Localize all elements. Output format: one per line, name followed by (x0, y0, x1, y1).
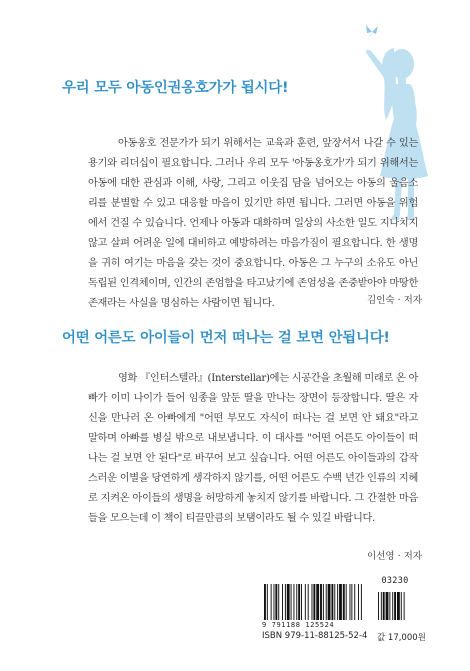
section-heading-2: 어떤 어른도 아이들이 먼저 떠나는 걸 보면 안됩니다! (62, 330, 390, 346)
author-credit-2: 이선영 · 저자 (367, 551, 422, 562)
barcode-block (262, 576, 426, 644)
barcode-digits: 9 791188 125524 (262, 621, 335, 629)
barcode-icon (262, 584, 416, 622)
author-credit-1: 김인숙 · 저자 (367, 295, 422, 306)
section-body-2: 영화 『인터스텔라』(Interstellar)에는 시공간을 초월해 미래로 온 아빠가 이미 나이가 들어 임종을 앞둔 딸을 만나는 장면이 등장합니다. 딸은 자신을 만나러 온 아빠에게 "어떤 부모도 자식이 떠나는 걸 보면 안 돼요"라고 말하며 아빠를 병실 밖으로 내보냅니다. 이 대사를 "어떤 어른도 아이들이 떠나는 걸 보면 안 된다"로 바꾸어 보고 싶습니다. 어떤 어른도 아이들과의 갑작스러운 이별을 당연하게 생각하지 않기를, 어떤 어른도 수백 년간 인류의 지혜로 지켜온 아이들의 생명을 허망하게 놓치지 않기를 바랍니다. 그 간절한 마음들을 모으는데 이 책이 티끌만큼의 보탬이라도 될 수 있길 바랍니다. (88, 373, 418, 524)
butterfly-icon (366, 25, 378, 38)
section-heading-1: 우리 모두 아동인권옹호가가 됩시다! (62, 80, 289, 96)
isbn-number: ISBN 979-11-88125-52-4 (262, 631, 368, 641)
section-body-1: 아동옹호 전문가가 되기 위해서는 교육과 훈련, 앞장서서 나갈 수 있는 용기와 리더십이 필요합니다. 그러나 우리 모두 '아동옹호가'가 되기 위해서는 아동에 대한 관심과 이해, 사랑, 그리고 이웃집 담을 넘어오는 아동의 울음소리를 분별할 수 있고 대응할 마음이 있기만 하면 됩니다. 그러면 아동을 위험에서 건질 수 있습니다. 언제나 아동과 대화하며 일상의 사소한 일도 지나치지 않고 살펴 어려운 일에 대비하고 예방하려는 마음가짐이 필요합니다. 한 생명을 귀히 여기는 마음을 갖는 것이 중요합니다. 아동은 그 누구의 소유도 아닌 독립된 인격체이며, 인간의 존엄함을 타고났기에 존엄성을 존중받아야 마땅한 존재라는 사실을 명심하는 사람이면 됩니다. (88, 138, 418, 309)
barcode-addon-number: 03230 (381, 576, 409, 586)
price-label: 값 17,000원 (377, 633, 426, 643)
